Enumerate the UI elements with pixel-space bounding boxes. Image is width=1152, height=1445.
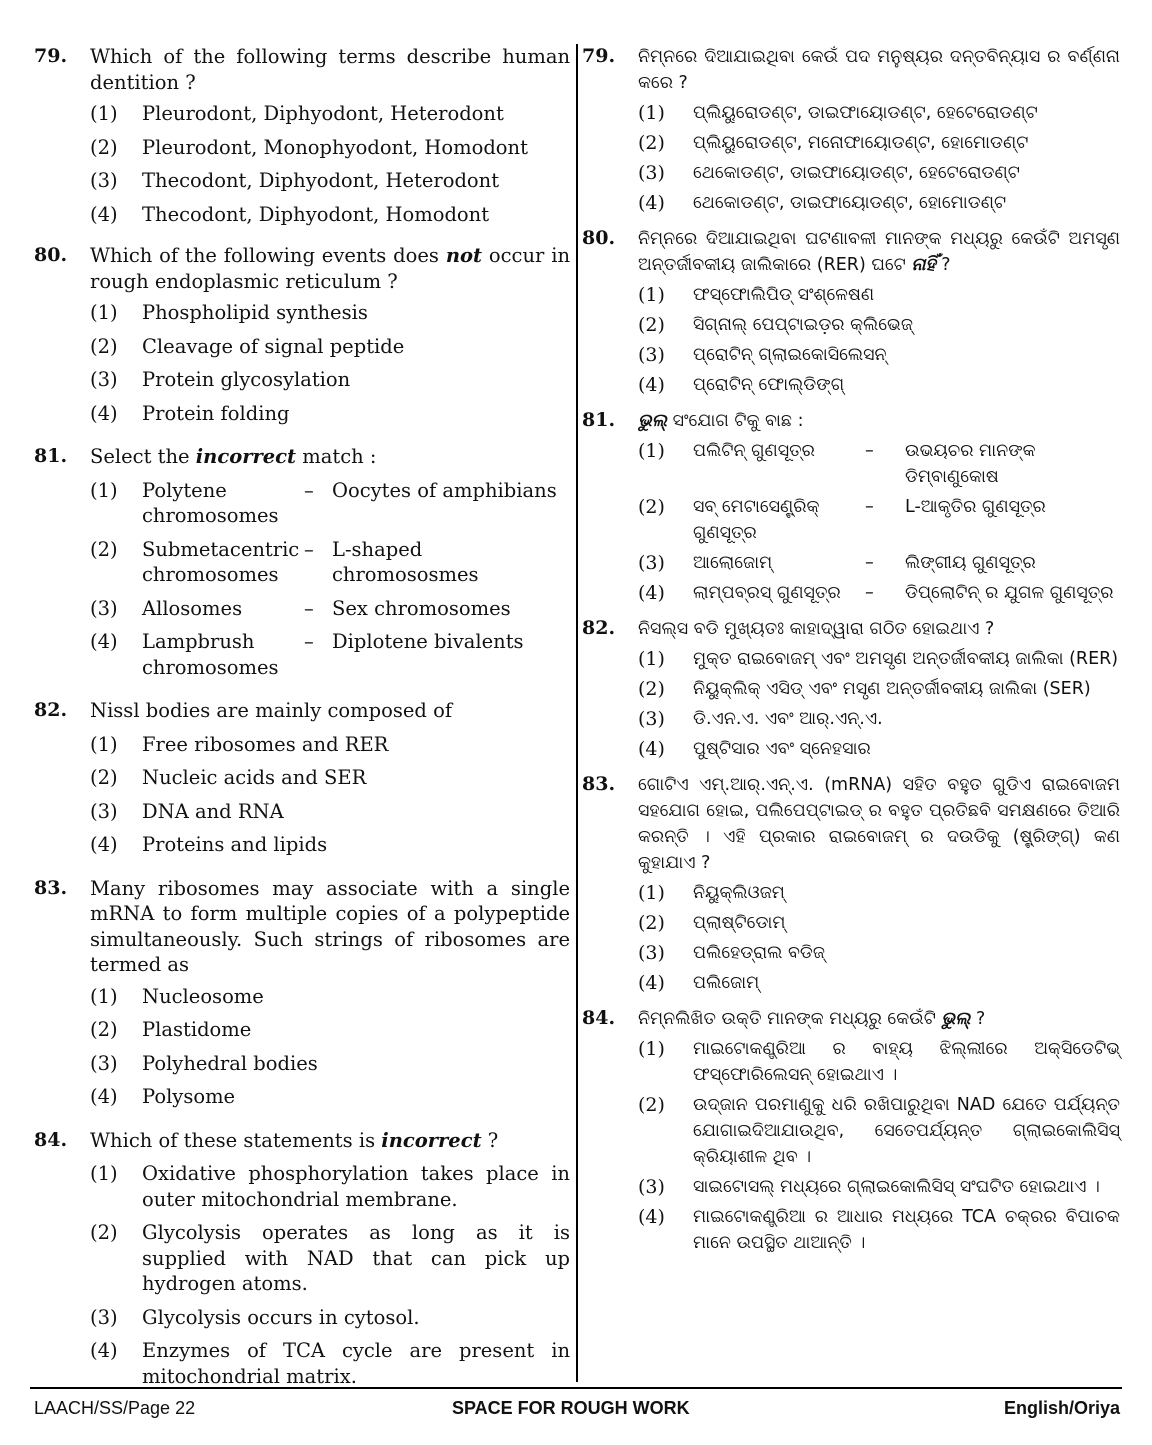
question-number: 82. <box>34 699 68 721</box>
option: (3) DNA and RNA <box>90 799 284 823</box>
option: (2) ନିୟୁକ୍ଲିକ୍ ଏସିଡ୍ ଏବଂ ମସୃଣ ଅନ୍ତର୍ଜୀବକୀୟ ଜାଲିକା (SER) <box>638 678 1091 700</box>
option: (1) Phospholipid synthesis <box>90 301 368 324</box>
match-option: (3) Allosomes – Sex chromosomes <box>90 596 511 620</box>
rough-work-label: SPACE FOR ROUGH WORK <box>452 1398 690 1418</box>
page-code: LAACH/SS/Page 22 <box>34 1398 196 1418</box>
option: (4) Enzymes of TCA cycle are present in mitochondrial matrix. <box>90 1339 570 1388</box>
question-number: 80. <box>582 227 616 249</box>
question-text: ନିମ୍ନଲିଖିତ ଉକ୍ତି ମାନଙ୍କ ମଧ୍ୟରୁ କେଉଁଟି ଭୁଲ୍ ? <box>638 1009 986 1029</box>
option: (3) Thecodont, Diphyodont, Heterodont <box>90 169 500 192</box>
option: (3) ପଲିହେଡ୍ରାଲ ବଡିଜ୍ <box>638 942 825 964</box>
question-number: 81. <box>34 445 68 467</box>
option: (2) Pleurodont, Monophyodont, Homodont <box>90 135 528 159</box>
question-text: ନିସଲ୍‌ସ ବଡି ମୁଖ୍ୟତଃ କାହାଦ୍ୱାରା ଗଠିତ ହୋଇଥାଏ ? <box>638 619 995 639</box>
question-83-or <box>582 772 1120 996</box>
question-text: ଗୋଟିଏ ଏମ୍.ଆର୍.ଏନ୍.ଏ. (mRNA) ସହିତ ବହୁତ ଗୁଡିଏ ରାଇବୋଜମ ସହଯୋଗ ହୋଇ, ପଲିପେପ୍‌ଟାଇଡ୍ ର ବହୁତ ପ୍ରତିଛବି ସମକ୍ଷଣରେ ତିଆରି କରନ୍ତି । ଏହି ପ୍ରକାର ରାଇବୋଜମ୍ ର ଦଉଡିକୁ (ଷ୍ଟ୍ରିଙ୍ଗ୍) କଣ କୁହାଯାଏ ? <box>638 775 1120 873</box>
question-text: ନିମ୍ନରେ ଦିଆଯାଇଥିବା କେଉଁ ପଦ ମନୁଷ୍ୟର ଦନ୍ତବିନ୍ୟାସ ର ବର୍ଣ୍ଣନା କରେ ? <box>638 47 1120 93</box>
question-80-en <box>34 243 570 426</box>
option: (4) Polysome <box>90 1085 236 1108</box>
option: (4) ପ୍ରୋଟିନ୍ ଫୋଲ୍‌ଡିଙ୍ଗ୍ <box>638 374 845 396</box>
option: (3) ଥେକୋଡଣ୍ଟ, ଡାଇଫାୟୋଡଣ୍ଟ, ହେଟେରୋଡଣ୍ଟ <box>638 162 1020 184</box>
option: (3) ସାଇଟୋସଲ୍ ମଧ୍ୟରେ ଗ୍ଲାଇକୋଲିସିସ୍ ସଂଘଟିତ ହୋଇଥାଏ । <box>638 1176 1100 1198</box>
question-text: Nissl bodies are mainly composed of <box>90 699 453 722</box>
question-text: Select the incorrect match : <box>90 445 377 468</box>
question-number: 79. <box>582 45 616 67</box>
question-text: Many ribosomes may associate with a single mRNA to form multiple copies of a polypeptide simultaneously. Such strings of ribosomes are termed as <box>90 876 570 976</box>
option: (3) ପ୍ରୋଟିନ୍ ଗ୍ଲାଇକୋସିଲେସନ୍ <box>638 344 887 366</box>
question-number: 79. <box>34 45 68 67</box>
question-79-en <box>34 44 570 227</box>
english-column <box>34 44 570 1389</box>
option: (3) ଡି.ଏନ.ଏ. ଏବଂ ଆର୍.ଏନ୍.ଏ. <box>638 708 883 730</box>
option: (3) Protein glycosylation <box>90 368 351 391</box>
column-divider <box>576 44 578 1382</box>
question-number: 80. <box>34 244 68 266</box>
question-79-or <box>582 44 1120 216</box>
oriya-column <box>582 44 1120 1256</box>
option: (1) ପ୍ଲିୟୁରୋଡଣ୍ଟ, ଡାଇଫାୟୋଡଣ୍ଟ, ହେଟେରୋଡଣ୍ଟ <box>638 102 1038 124</box>
option: (4) Thecodont, Diphyodont, Homodont <box>90 202 490 226</box>
option: (2) ସିଗ୍‌ନାଲ୍ ପେପ୍‌ଟାଇଡ଼ର କ୍ଲିଭେଜ୍ <box>638 314 913 336</box>
question-text: ଭୁଲ୍ ସଂଯୋଗ ଟିକୁ ବାଛ : <box>638 411 804 431</box>
option: (1) Oxidative phosphorylation takes place in outer mitochondrial membrane. <box>90 1162 570 1211</box>
question-82-or <box>582 616 1120 762</box>
option: (4) ପଲିଜୋମ୍ <box>638 972 760 994</box>
question-number: 83. <box>582 773 616 795</box>
question-number: 83. <box>34 876 68 899</box>
option: (2) Glycolysis operates as long as it is supplied with NAD that can pick up hydrogen atoms. <box>90 1221 570 1295</box>
option: (1) ମୁକ୍ତ ରାଇବୋଜମ୍ ଏବଂ ଅମସୃଣ ଅନ୍ତର୍ଜୀବକୀୟ ଜାଲିକା (RER) <box>638 648 1119 670</box>
option: (4) ଥେକୋଡଣ୍ଟ, ଡାଇଫାୟୋଡଣ୍ଟ, ହୋମୋଡଣ୍ଟ <box>638 192 1007 214</box>
question-80-or <box>582 226 1120 398</box>
question-84-en <box>34 1128 570 1390</box>
match-option: (2) Submetacentric chromosomes – L-shaped chromososmes <box>90 537 479 586</box>
language-label: English/Oriya <box>1003 1398 1120 1418</box>
question-text: Which of the following terms describe human dentition ? <box>90 45 570 94</box>
option: (3) Glycolysis occurs in cytosol. <box>90 1305 420 1329</box>
option: (4) ମାଇଟୋକଣ୍ଡ୍ରିଆ ର ଆଧାର ମଧ୍ୟରେ TCA ଚକ୍ରର ବିପାଚକ ମାନେ ଉପସ୍ଥିତ ଥାଆନ୍ତି । <box>638 1206 1120 1253</box>
question-number: 82. <box>582 617 616 639</box>
match-option: (1) Polytene chromosomes – Oocytes of amphibians <box>90 478 557 527</box>
option: (4) ପୁଷ୍ଟିସାର ଏବଂ ସ୍ନେହସାର <box>638 738 871 760</box>
question-text: ନିମ୍ନରେ ଦିଆଯାଇଥିବା ଘଟଣାବଳୀ ମାନଙ୍କ ମଧ୍ୟରୁ କେଉଁଟି ଅମସୃଣ ଅନ୍ତର୍ଜୀବକୀୟ ଜାଲିକାରେ (RER) ଘଟେ ନାହିଁ ? <box>638 229 1120 275</box>
question-81-or <box>582 408 1120 606</box>
option: (1) ମାଇଟୋକଣ୍ଡ୍ରିଆ ର ବାହ୍ୟ ଝିଲ୍ଲୀରେ ଅକ୍ସିଡେଟିଭ୍ ଫସ୍‌ଫୋରିଲେସନ୍ ହୋଇଥାଏ । <box>638 1038 1120 1085</box>
match-option: (4) Lampbrush chromosomes – Diplotene bivalents <box>90 630 524 679</box>
option: (1) ନିୟୁକ୍ଲିଓଜମ୍ <box>638 882 785 904</box>
option: (3) Polyhedral bodies <box>90 1051 318 1075</box>
question-84-or <box>582 1006 1120 1256</box>
match-option: (1) ପଲିଟିନ୍ ଗୁଣସୂତ୍ର – ଉଭୟଚର ମାନଙ୍କ ଡିମ୍ବାଣୁକୋଷ <box>638 440 1036 487</box>
question-text: Which of the following events does not occur in rough endoplasmic reticulum ? <box>90 244 571 293</box>
question-83-en <box>34 876 570 1110</box>
option: (1) Pleurodont, Diphyodont, Heterodont <box>90 102 504 125</box>
option: (1) ଫସ୍‌ଫୋଲିପିଡ୍ ସଂଶ୍ଳେଷଣ <box>638 284 875 306</box>
option: (2) Nucleic acids and SER <box>90 766 367 789</box>
question-number: 81. <box>582 409 616 431</box>
match-option: (3) ଆଲୋଜୋମ୍ – ଲିଙ୍ଗୀୟ ଗୁଣସୂତ୍ର <box>638 552 1036 574</box>
option: (2) ପ୍ଲାଷ୍ଟିଡୋମ୍ <box>638 912 786 934</box>
option: (2) ପ୍ଲିୟୁରୋଡଣ୍ଟ, ମନୋଫାୟୋଡଣ୍ଟ, ହୋମୋଡଣ୍ଟ <box>638 132 1029 154</box>
option: (4) Protein folding <box>90 401 290 425</box>
option: (1) Free ribosomes and RER <box>90 732 389 756</box>
question-text: Which of these statements is incorrect ? <box>90 1128 499 1152</box>
footer-rule <box>30 1387 1122 1389</box>
option: (1) Nucleosome <box>90 984 264 1008</box>
match-option: (2) ସବ୍ ମେଟାସେଣ୍ଟ୍ରିକ୍ ଗୁଣସୂତ୍ର – L-ଆକୃତିର ଗୁଣସୂତ୍ର <box>638 496 1046 543</box>
match-option: (4) ଲାମ୍ପବ୍ରସ୍ ଗୁଣସୂତ୍ର – ଡିପ୍ଲୋଟିନ୍ ର ଯୁଗଳ ଗୁଣସୂତ୍ର <box>638 582 1114 604</box>
question-number: 84. <box>582 1007 616 1029</box>
option: (4) Proteins and lipids <box>90 833 328 856</box>
question-82-en <box>34 698 570 858</box>
option: (2) Cleavage of signal peptide <box>90 334 405 358</box>
option: (2) ଉଦ୍‌ଜାନ ପରମାଣୁକୁ ଧରି ରଖିପାରୁଥିବା NAD ଯେତେ ପର୍ଯ୍ୟନ୍ତ ଯୋଗାଇଦିଆଯାଉଥିବ, ସେତେପର୍ଯ୍ୟନ୍ତ ଗ୍ଲାଇକୋଲିସିସ୍ କ୍ରିୟାଶୀଳ ଥିବ । <box>638 1094 1120 1167</box>
question-number: 84. <box>34 1128 68 1151</box>
option: (2) Plastidome <box>90 1018 252 1041</box>
question-81-en <box>34 444 570 680</box>
